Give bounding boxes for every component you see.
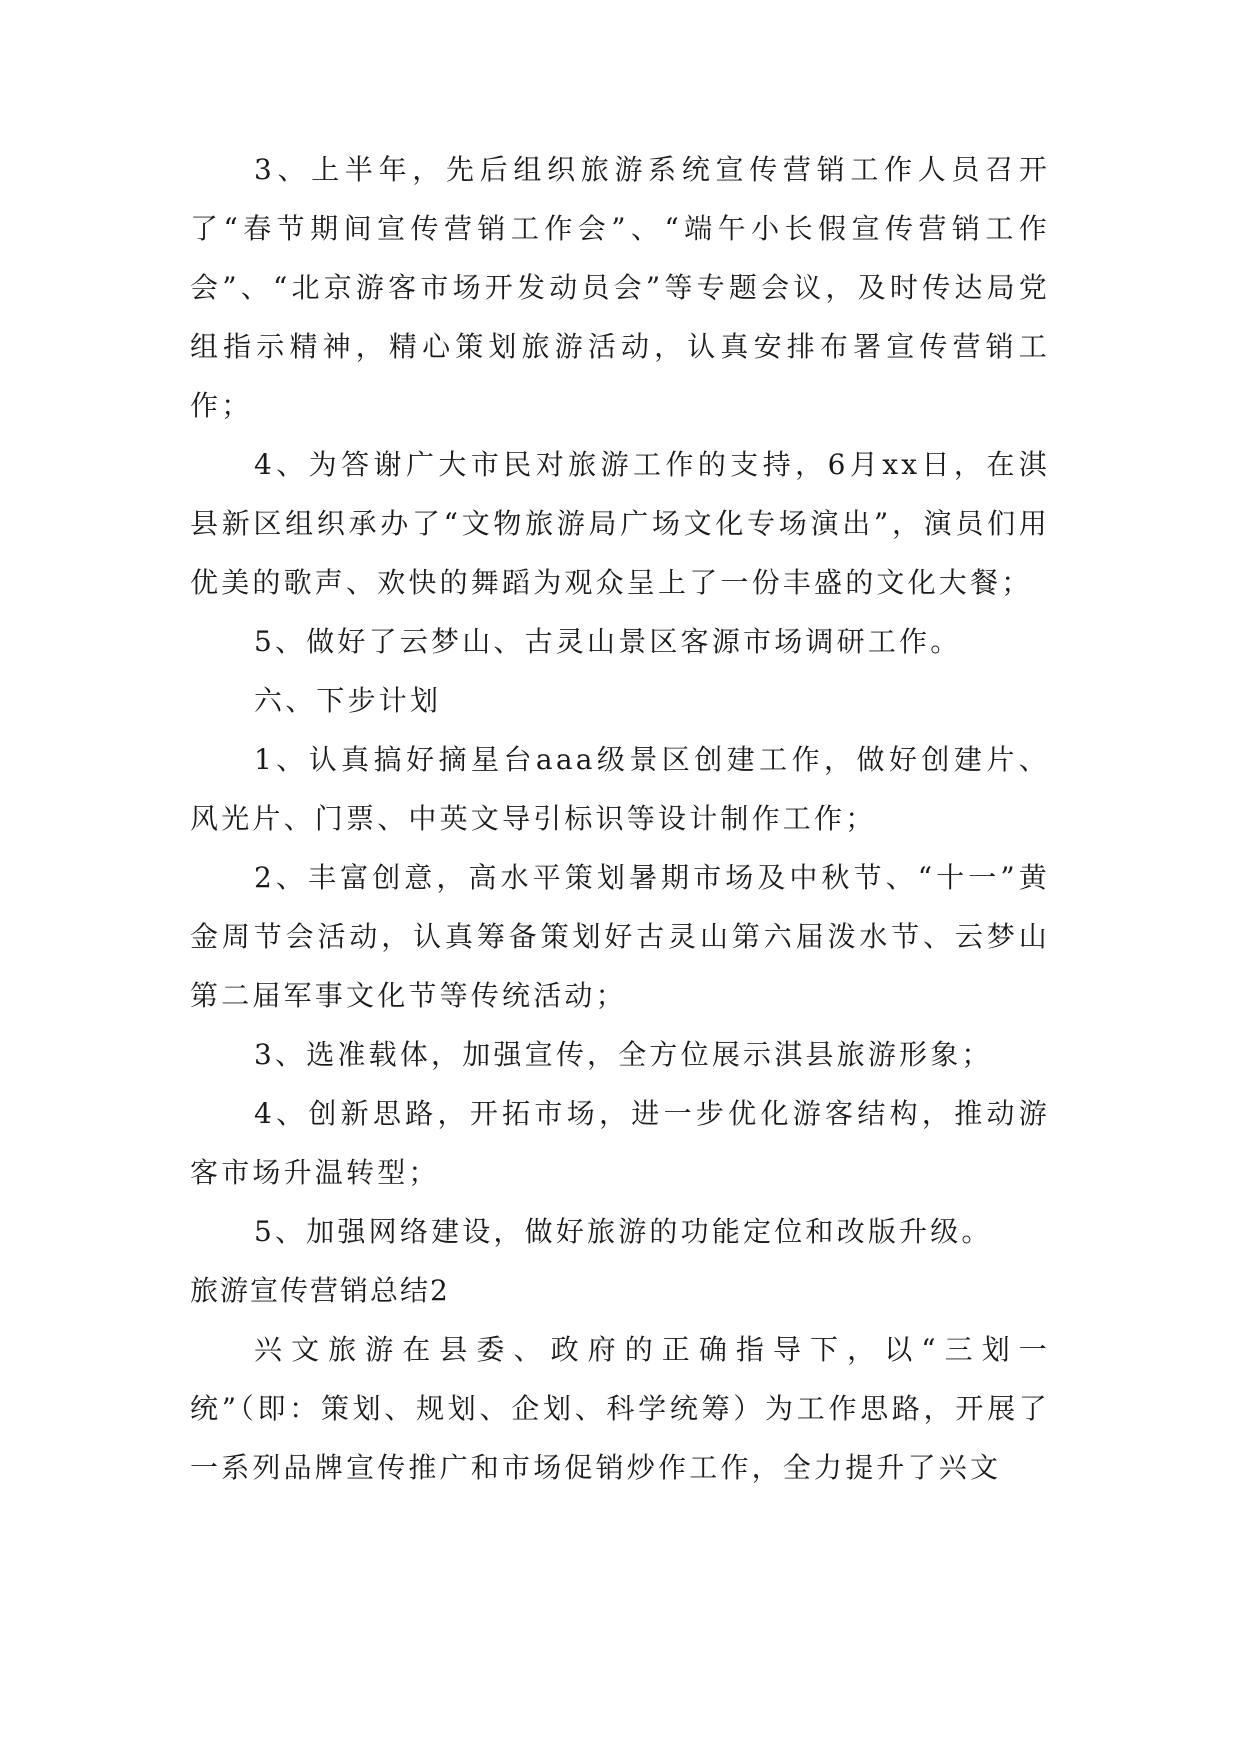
- paragraph: 4、为答谢广大市民对旅游工作的支持，6月xx日，在淇县新区组织承办了“文物旅游局广场文化专场演出”，演员们用优美的歌声、欢快的舞蹈为观众呈上了一份丰盛的文化大餐；: [190, 448, 1050, 599]
- section-heading: 六、下步计划: [254, 684, 442, 717]
- paragraph: 2、丰富创意，高水平策划暑期市场及中秋节、“十一”黄金周节会活动，认真筹备策划好古灵山第六届泼水节、云梦山第二届军事文化节等传统活动；: [190, 861, 1050, 1012]
- paragraph: 兴文旅游在县委、政府的正确指导下，以“三划一统”（即：策划、规划、企划、科学统筹）为工作思路，开展了一系列品牌宣传推广和市场促销炒作工作，全力提升了兴文: [190, 1333, 1050, 1484]
- document-page: [190, 140, 1050, 1497]
- paragraph: 3、上半年，先后组织旅游系统宣传营销工作人员召开了“春节期间宣传营销工作会”、“端午小长假宣传营销工作会”、“北京游客市场开发动员会”等专题会议，及时传达局党组指示精神，精心策划旅游活动，认真安排布署宣传营销工作；: [190, 153, 1050, 422]
- section-title: 旅游宣传营销总结2: [190, 1274, 450, 1307]
- paragraph: 5、加强网络建设，做好旅游的功能定位和改版升级。: [254, 1215, 993, 1248]
- paragraph: 1、认真搞好摘星台aaa级景区创建工作，做好创建片、风光片、门票、中英文导引标识等设计制作工作；: [190, 743, 1050, 835]
- paragraph: 4、创新思路，开拓市场，进一步优化游客结构，推动游客市场升温转型；: [190, 1097, 1050, 1189]
- paragraph: 5、做好了云梦山、古灵山景区客源市场调研工作。: [254, 625, 962, 658]
- paragraph: 3、选准载体，加强宣传，全方位展示淇县旅游形象；: [254, 1038, 993, 1071]
